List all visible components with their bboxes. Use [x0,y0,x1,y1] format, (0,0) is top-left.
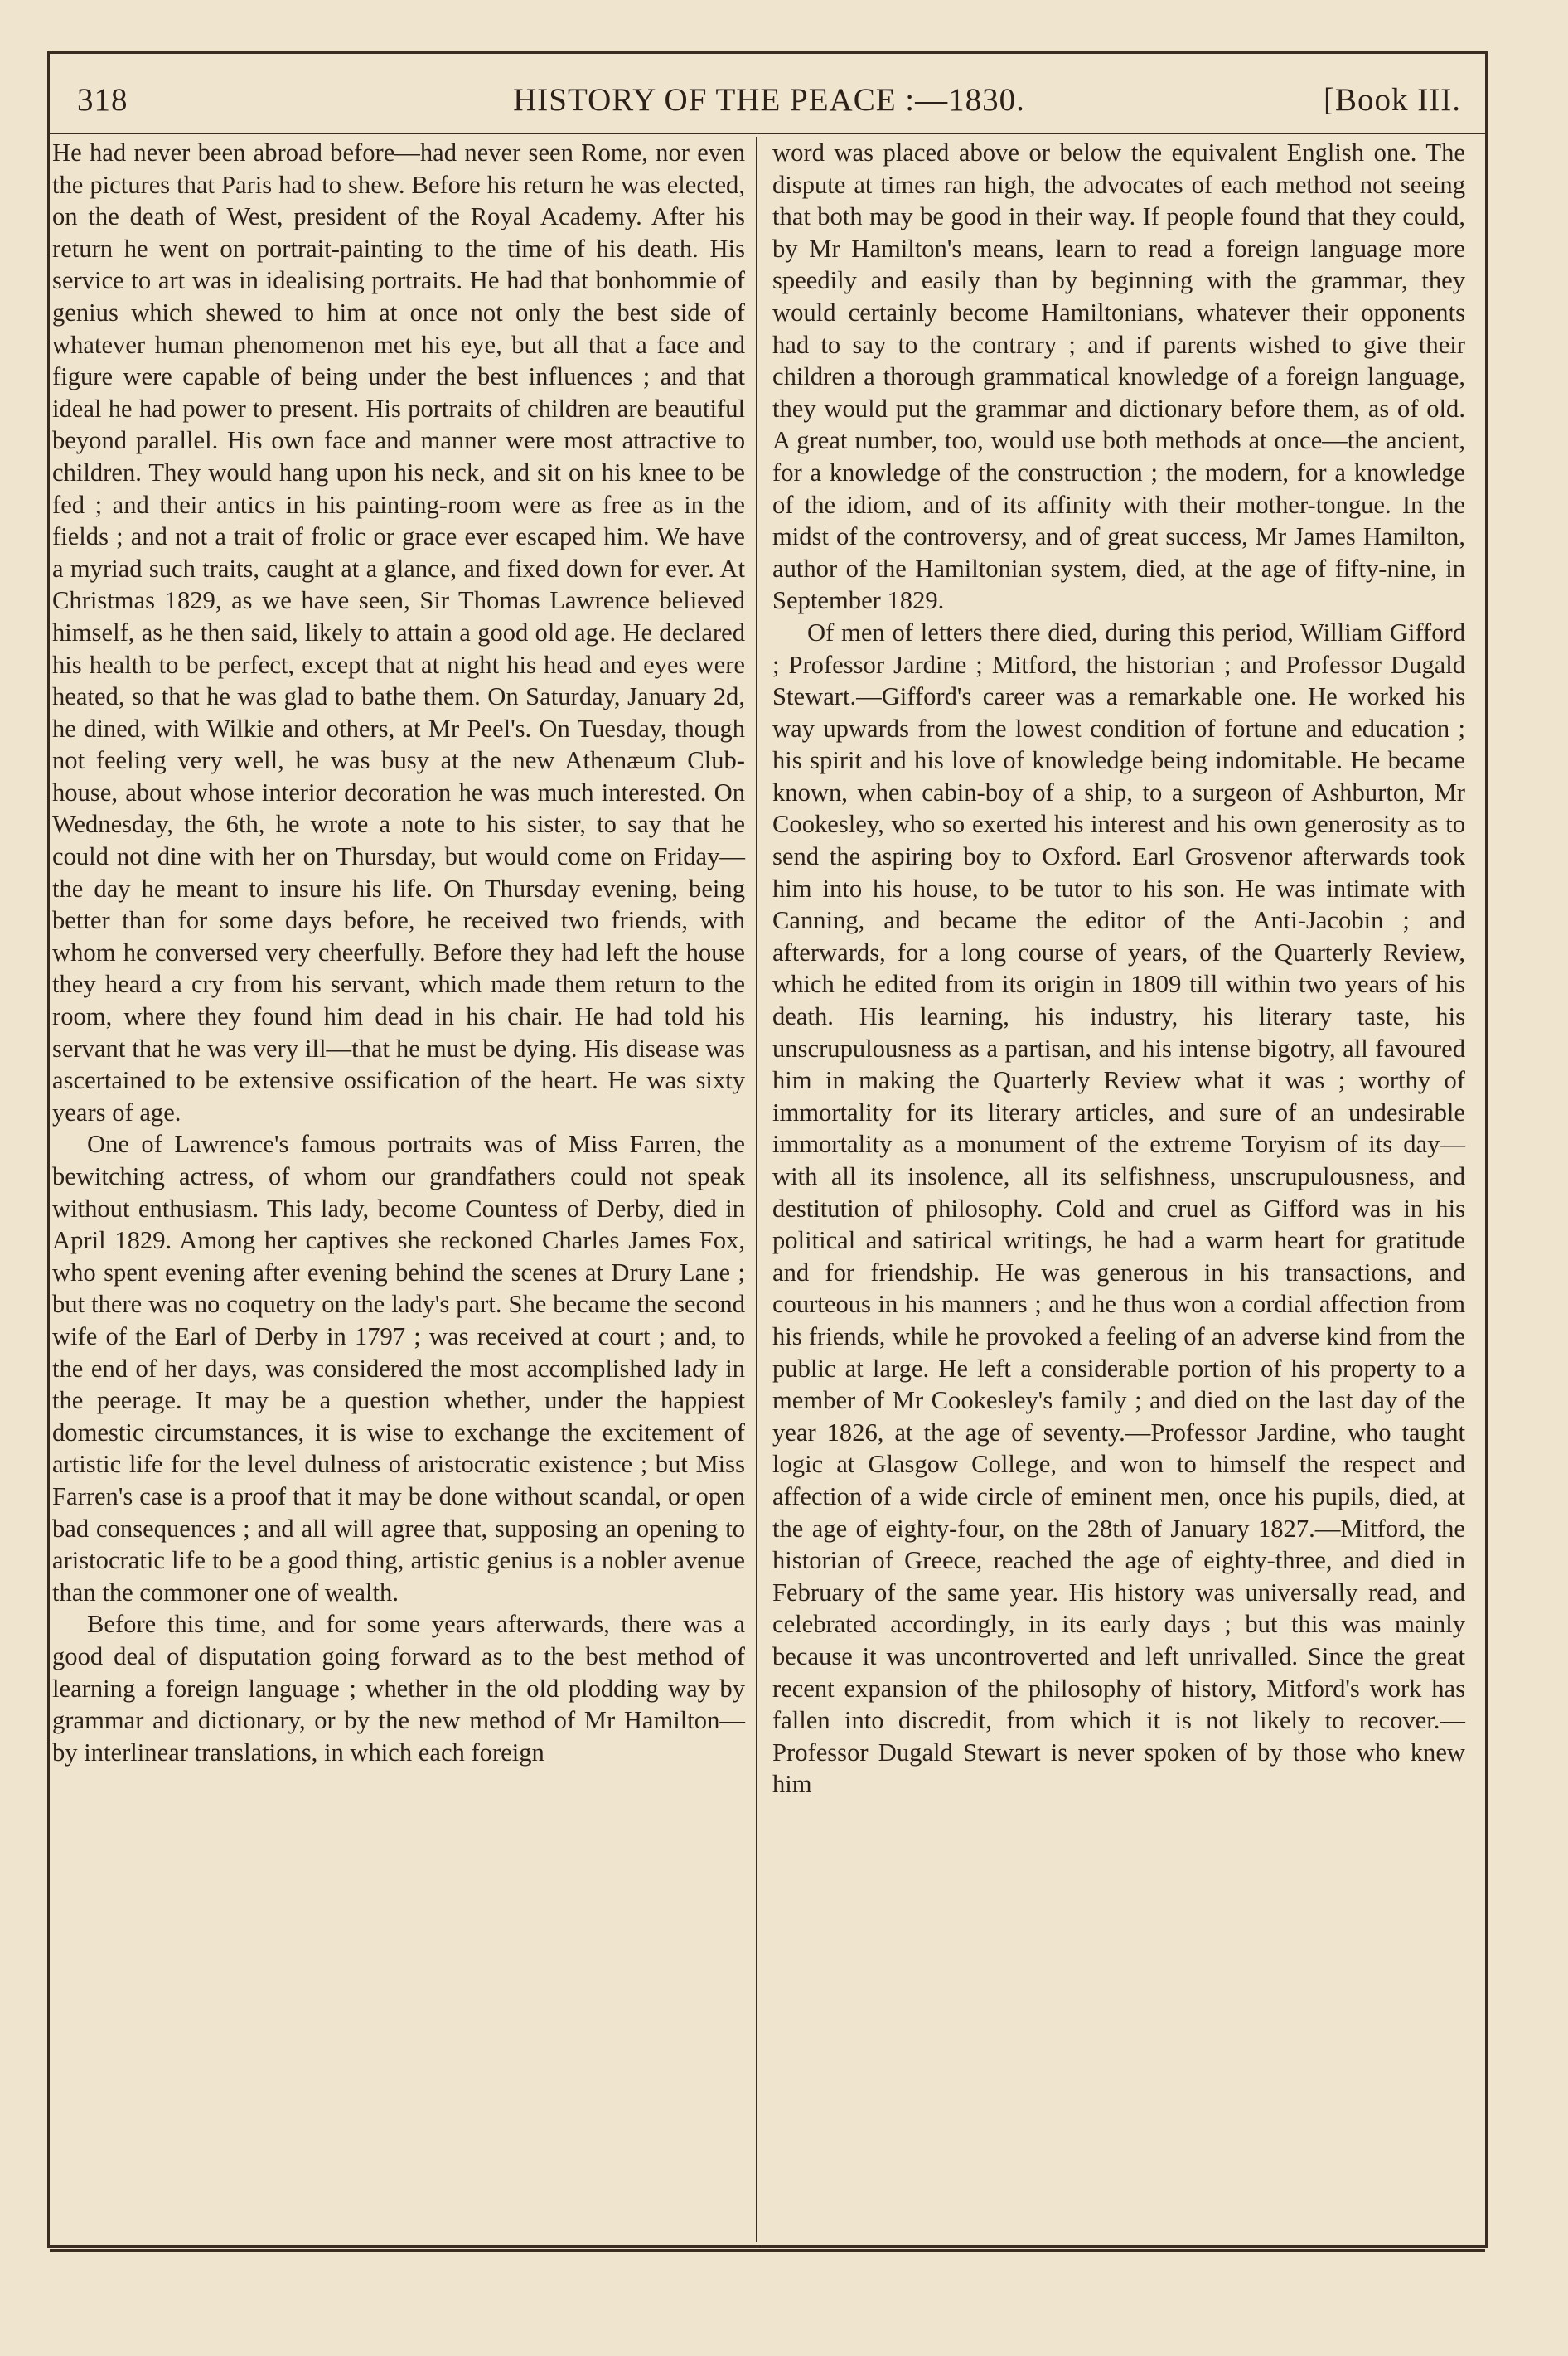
page-number: 318 [77,82,128,118]
page-header [77,76,1461,129]
left-column [52,137,745,1768]
paragraph: He had never been abroad before—had never seen Rome, nor even the pictures that Paris had to shew. Before his return he was elected, on the death of West, president of the Royal Academy. After his return he went on portrait-painting to the time of his death. His service to art was in idealising portraits. He had that bonhommie of genius which shewed to him at once not only the best side of whatever human phenomenon met his eye, but all that a face and figure were capable of being under the best influences ; and that ideal he had power to present. His portraits of children are beautiful beyond parallel. His own face and manner were most attractive to children. They would hang upon his neck, and sit on his knee to be fed ; and their antics in his painting-room were as free as in the fields ; and not a trait of frolic or grace ever escaped him. We have a myriad such traits, caught at a glance, and fixed down for ever. At Christmas 1829, as we have seen, Sir Thomas Lawrence believed himself, as he then said, likely to attain a good old age. He declared his health to be perfect, except that at night his head and eyes were heated, so that he was glad to bathe them. On Saturday, January 2d, he dined, with Wilkie and others, at Mr Peel's. On Tuesday, though not feeling very well, he was busy at the new Athenæum Club-house, about whose interior decoration he was much interested. On Wednesday, the 6th, he wrote a note to his sister, to say that he could not dine with her on Thursday, but would come on Friday—the day he meant to insure his life. On Thursday evening, being better than for some days before, he received two friends, with whom he conversed very cheerfully. Before they had left the house they heard a cry from his servant, which made them return to the room, where they found him dead in his chair. He had told his servant that he was very ill—that he must be dying. His disease was ascertained to be extensive ossification of the heart. He was sixty years of age. [52,138,745,1127]
header-rule [50,133,1485,134]
running-title: HISTORY OF THE PEACE :—1830. [513,82,1025,118]
paragraph: Before this time, and for some years afterwards, there was a good deal of disputation going forward as to the best method of learning a foreign language ; whether in the old plodding way by grammar and dictionary, or by the new method of Mr Hamilton—by interlinear translations, in which each foreign [52,1610,745,1767]
right-column [772,137,1465,1801]
book-label: [Book III. [1324,82,1461,118]
paragraph: One of Lawrence's famous portraits was of Miss Farren, the bewitching actress, of whom our grandfathers could not speak without enthusiasm. This lady, become Countess of Derby, died in April 1829. Among her captives she reckoned Charles James Fox, who spent evening after evening behind the scenes at Drury Lane ; but there was no coquetry on the lady's part. She became the second wife of the Earl of Derby in 1797 ; was received at court ; and, to the end of her days, was considered the most accomplished lady in the peerage. It may be a question whether, under the happiest domestic circumstances, it is wise to exchange the excitement of artistic life for the level dulness of aristocratic existence ; but Miss Farren's case is a proof that it may be done without scandal, or open bad consequences ; and all will agree that, supposing an opening to aristocratic life to be a good thing, artistic genius is a nobler avenue than the commoner one of wealth. [52,1130,745,1607]
paragraph: Of men of letters there died, during this period, William Gifford ; Professor Jardine ; Mitford, the historian ; and Professor Dugald Stewart.—Gifford's career was a remarkable one. He worked his way upwards from the lowest condition of fortune and education ; his spirit and his love of knowledge being indomitable. He became known, when cabin-boy of a ship, to a surgeon of Ashburton, Mr Cookesley, who so exerted his interest and his own generosity as to send the aspiring boy to Oxford. Earl Grosvenor afterwards took him into his house, to be tutor to his son. He was intimate with Canning, and became the editor of the Anti-Jacobin ; and afterwards, for a long course of years, of the Quarterly Review, which he edited from its origin in 1809 till within two years of his death. His learning, his industry, his literary taste, his unscrupulousness as a partisan, and his intense bigotry, all favoured him in making the Quarterly Review what it was ; worthy of immortality for its literary articles, and sure of an undesirable immortality as a monument of the extreme Toryism of its day—with all its insolence, all its selfishness, unscrupulousness, and destitution of philosophy. Cold and cruel as Gifford was in his political and satirical writings, he had a warm heart for gratitude and for friendship. He was generous in his transactions, and courteous in his manners ; and he thus won a cordial affection from his friends, while he provoked a feeling of an adverse kind from the public at large. He left a considerable portion of his property to a member of Mr Cookesley's family ; and died on the last day of the year 1826, at the age of seventy.—Professor Jardine, who taught logic at Glasgow College, and won to himself the respect and affection of a wide circle of eminent men, once his pupils, died, at the age of eighty-four, on the 28th of January 1827.—Mitford, the historian of Greece, reached the age of eighty-three, and died in February of the same year. His history was universally read, and celebrated accordingly, in its early days ; but this was mainly because it was uncontroverted and left unrivalled. Since the great recent expansion of the philosophy of history, Mitford's work has fallen into discredit, from which it is not likely to recover.—Professor Dugald Stewart is never spoken of by those who knew him [772,618,1465,1799]
bottom-bar [50,2249,1485,2252]
column-divider [756,137,757,2242]
bottom-rule [50,2245,1485,2247]
paragraph: word was placed above or below the equivalent English one. The dispute at times ran high, the advocates of each method not seeing that both may be good in their way. If people found that they could, by Mr Hamilton's means, learn to read a foreign language more speedily and easily than by beginning with the grammar, they would certainly become Hamiltonians, whatever their opponents had to say to the contrary ; and if parents wished to give their children a thorough grammatical knowledge of a foreign language, they would put the grammar and dictionary before them, as of old. A great number, too, would use both methods at once—the ancient, for a knowledge of the construction ; the modern, for a knowledge of the idiom, and of its affinity with their mother-tongue. In the midst of the controversy, and of great success, Mr James Hamilton, author of the Hamiltonian system, died, at the age of fifty-nine, in September 1829. [772,138,1465,615]
